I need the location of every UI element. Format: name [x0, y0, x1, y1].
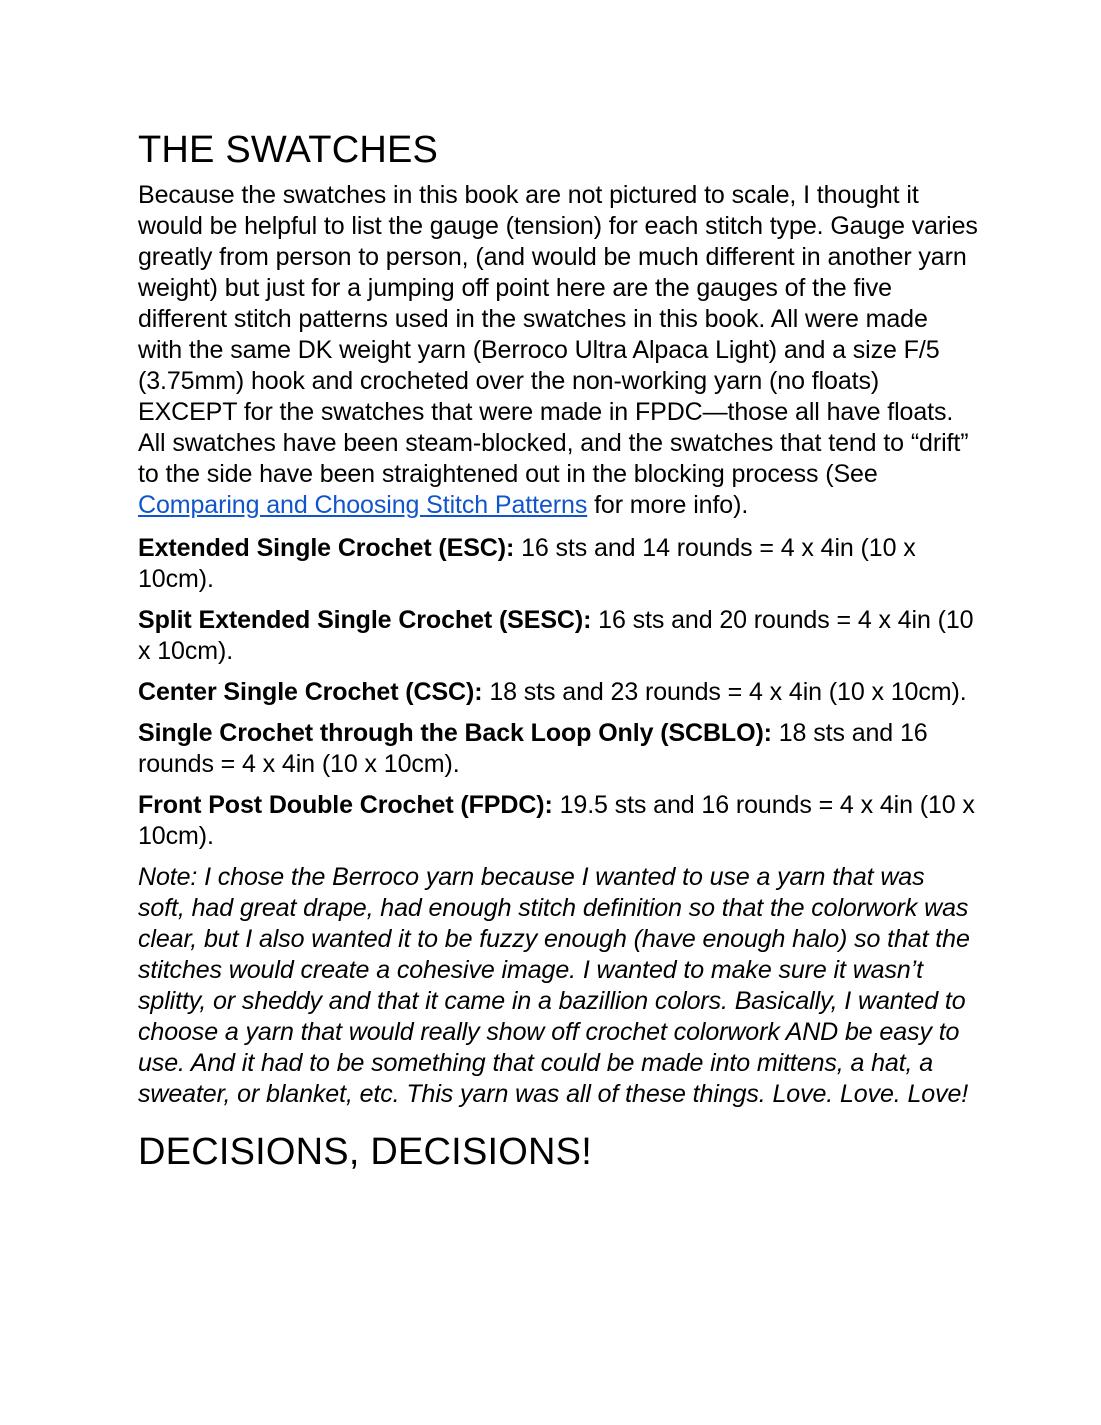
intro-text-after-link: for more info). — [587, 490, 749, 519]
comparing-stitch-patterns-link[interactable]: Comparing and Choosing Stitch Patterns — [138, 490, 588, 519]
gauge-term: Split Extended Single Crochet (SESC): — [138, 605, 592, 634]
gauge-item-csc — [138, 677, 978, 708]
gauge-value: 18 sts and 16 rounds = 4 x 4in (10 x 10cm). — [138, 718, 928, 778]
gauge-term: Extended Single Crochet (ESC): — [138, 533, 515, 562]
gauge-value: 18 sts and 23 rounds = 4 x 4in (10 x 10cm). — [482, 677, 967, 706]
gauge-term: Single Crochet through the Back Loop Only (SCBLO): — [138, 718, 772, 747]
gauge-item-esc — [138, 533, 978, 595]
gauge-item-sesc — [138, 605, 978, 667]
yarn-note: Note: I chose the Berroco yarn because I wanted to use a yarn that was soft, had great drape, had enough stitch definition so that the colorwork was clear, but I also wanted it to be fuzzy enough (have enough halo) so that the stitches would create a cohesive image. I wanted to make sure it wasn’t splitty, or sheddy and that it came in a bazillion colors. Basically, I wanted to choose a yarn that would really show off crochet colorwork AND be easy to use. And it had to be something that could be made into mittens, a hat, a sweater, or blanket, etc. This yarn was all of these things. Love. Love. Love! — [138, 862, 970, 1108]
intro-paragraph — [138, 180, 978, 521]
gauge-term: Center Single Crochet (CSC): — [138, 677, 483, 706]
section-heading-decisions: DECISIONS, DECISIONS! — [138, 1130, 592, 1173]
gauge-value: 16 sts and 20 rounds = 4 x 4in (10 x 10cm). — [138, 605, 974, 665]
gauge-term: Front Post Double Crochet (FPDC): — [138, 790, 553, 819]
gauge-value: 16 sts and 14 rounds = 4 x 4in (10 x 10cm). — [138, 533, 916, 593]
intro-text-before-link: Because the swatches in this book are not pictured to scale, I thought it would be helpful to list the gauge (tension) for each stitch type. Gauge varies greatly from person to person, (and would be much different in another yarn weight) but just for a jumping off point here are the gauges of the five different stitch patterns used in the swatches in this book. All were made with the same DK weight yarn (Berroco Ultra Alpaca Light) and a size F/5 (3.75mm) hook and crocheted over the non-working yarn (no floats) EXCEPT for the swatches that were made in FPDC—those all have floats. All swatches have been steam-blocked, and the swatches that tend to “drift” to the side have been straightened out in the blocking process (See — [138, 180, 978, 488]
document-page — [138, 128, 978, 1175]
section-heading-swatches: THE SWATCHES — [138, 129, 439, 171]
gauge-value: 19.5 sts and 16 rounds = 4 x 4in (10 x 10cm). — [138, 790, 975, 850]
gauge-item-scblo — [138, 718, 978, 780]
gauge-item-fpdc — [138, 790, 978, 852]
